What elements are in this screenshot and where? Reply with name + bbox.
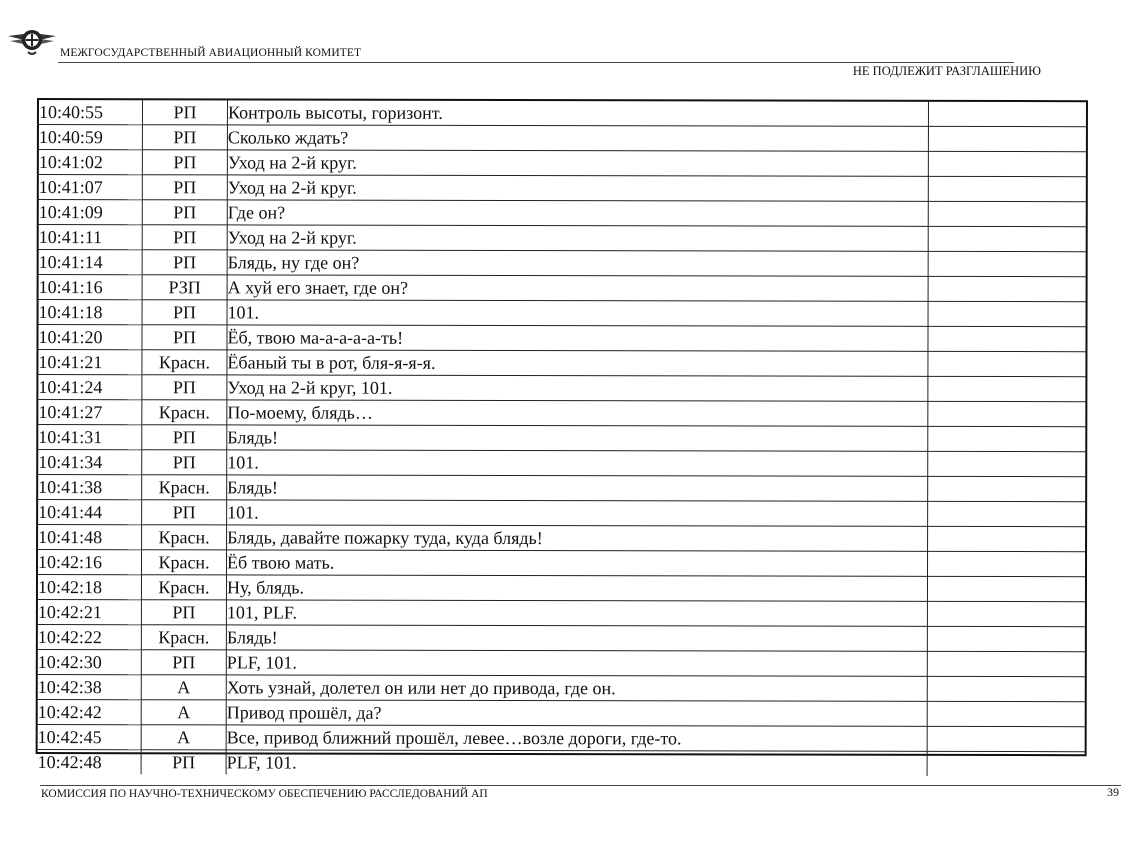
speaker-cell: А xyxy=(141,725,226,750)
page-number: 39 xyxy=(1107,785,1119,799)
time-cell: 10:41:18 xyxy=(39,300,143,325)
transcript-body xyxy=(38,100,1086,776)
note-cell xyxy=(928,426,1086,451)
note-cell xyxy=(928,201,1086,226)
note-cell xyxy=(927,601,1085,626)
utterance-cell: PLF, 101. xyxy=(226,650,927,676)
time-cell: 10:41:02 xyxy=(39,150,143,175)
utterance-cell: Сколько ждать? xyxy=(227,125,928,151)
transcript-table xyxy=(38,100,1086,776)
utterance-cell: Уход на 2-й круг. xyxy=(227,225,928,251)
transcript-table-frame xyxy=(36,98,1088,773)
table-row xyxy=(39,225,1086,252)
utterance-cell: 101, PLF. xyxy=(226,600,927,626)
time-cell: 10:42:38 xyxy=(38,675,142,700)
table-row xyxy=(38,400,1085,427)
note-cell xyxy=(928,276,1086,301)
time-cell: 10:42:48 xyxy=(38,750,142,775)
note-cell xyxy=(928,401,1086,426)
utterance-cell: Блядь! xyxy=(227,425,928,451)
utterance-cell: А хуй его знает, где он? xyxy=(227,275,928,301)
speaker-cell: РП xyxy=(142,450,227,475)
note-cell xyxy=(928,326,1086,351)
utterance-cell: Блядь! xyxy=(226,625,927,651)
note-cell xyxy=(928,526,1086,551)
speaker-cell: РП xyxy=(142,125,227,150)
utterance-cell: Ёб твою мать. xyxy=(227,550,928,576)
utterance-cell: Ёбаный ты в рот, бля-я-я-я. xyxy=(227,350,928,376)
time-cell: 10:42:30 xyxy=(38,650,142,675)
note-cell xyxy=(928,151,1086,176)
table-row xyxy=(38,650,1085,677)
speaker-cell: РП xyxy=(141,750,226,775)
table-row xyxy=(38,700,1085,727)
utterance-cell: 101. xyxy=(227,500,928,526)
table-row xyxy=(38,525,1085,552)
speaker-cell: А xyxy=(141,700,226,725)
time-cell: 10:41:31 xyxy=(38,425,142,450)
utterance-cell: Уход на 2-й круг. xyxy=(227,175,928,201)
time-cell: 10:42:22 xyxy=(38,625,142,650)
speaker-cell: Красн. xyxy=(142,350,227,375)
table-row xyxy=(38,375,1085,402)
utterance-cell: Блядь, ну где он? xyxy=(227,250,928,276)
table-row xyxy=(38,600,1085,627)
table-row xyxy=(39,175,1086,202)
speaker-cell: РП xyxy=(142,325,227,350)
note-cell xyxy=(928,226,1086,251)
time-cell: 10:41:44 xyxy=(38,500,142,525)
utterance-cell: По-моему, блядь… xyxy=(227,400,928,426)
time-cell: 10:42:42 xyxy=(38,700,142,725)
time-cell: 10:40:55 xyxy=(39,100,143,125)
utterance-cell: Ёб, твою ма-а-а-а-а-ть! xyxy=(227,325,928,351)
time-cell: 10:41:09 xyxy=(39,200,143,225)
winged-emblem-icon xyxy=(6,22,58,58)
time-cell: 10:41:07 xyxy=(39,175,143,200)
utterance-cell: Уход на 2-й круг. xyxy=(227,150,928,176)
time-cell: 10:41:16 xyxy=(39,275,143,300)
note-cell xyxy=(928,251,1086,276)
time-cell: 10:42:21 xyxy=(38,600,142,625)
note-cell xyxy=(928,551,1086,576)
note-cell xyxy=(928,376,1086,401)
utterance-cell: Все, привод ближний прошёл, левее…возле дороги, где-то. xyxy=(226,725,927,751)
note-cell xyxy=(927,726,1085,751)
speaker-cell: Красн. xyxy=(142,550,227,575)
table-row xyxy=(38,550,1085,577)
speaker-cell: РП xyxy=(142,150,227,175)
table-row xyxy=(39,200,1086,227)
time-cell: 10:42:16 xyxy=(38,550,142,575)
utterance-cell: Блядь, давайте пожарку туда, куда блядь! xyxy=(227,525,928,551)
speaker-cell: РП xyxy=(142,225,227,250)
table-row xyxy=(38,500,1085,527)
speaker-cell: РП xyxy=(142,375,227,400)
table-row xyxy=(38,750,1085,777)
note-cell xyxy=(928,351,1086,376)
note-cell xyxy=(928,176,1086,201)
table-row xyxy=(39,300,1086,327)
note-cell xyxy=(928,126,1086,151)
note-cell xyxy=(927,676,1085,701)
time-cell: 10:41:24 xyxy=(38,375,142,400)
header-divider xyxy=(58,62,1014,63)
time-cell: 10:41:11 xyxy=(39,225,143,250)
time-cell: 10:42:45 xyxy=(38,725,142,750)
table-row xyxy=(38,325,1085,352)
speaker-cell: РП xyxy=(142,250,227,275)
speaker-cell: Красн. xyxy=(142,525,227,550)
speaker-cell: РП xyxy=(142,425,227,450)
time-cell: 10:41:38 xyxy=(38,475,142,500)
utterance-cell: Уход на 2-й круг, 101. xyxy=(227,375,928,401)
table-row xyxy=(38,475,1085,502)
speaker-cell: РП xyxy=(142,300,227,325)
utterance-cell: 101. xyxy=(227,300,928,326)
speaker-cell: РП xyxy=(142,200,227,225)
classification-label: НЕ ПОДЛЕЖИТ РАЗГЛАШЕНИЮ xyxy=(852,64,1041,78)
footer-divider xyxy=(40,785,1121,786)
utterance-cell: Блядь! xyxy=(227,475,928,501)
time-cell: 10:42:18 xyxy=(38,575,142,600)
speaker-cell: РП xyxy=(142,500,227,525)
note-cell xyxy=(928,476,1086,501)
utterance-cell: Хоть узнай, долетел он или нет до привода, где он. xyxy=(226,675,927,701)
utterance-cell: Где он? xyxy=(227,200,928,226)
table-row xyxy=(39,100,1086,127)
note-cell xyxy=(928,301,1086,326)
organization-name: МЕЖГОСУДАРСТВЕННЫЙ АВИАЦИОННЫЙ КОМИТЕТ xyxy=(60,47,362,59)
commission-name: КОМИССИЯ ПО НАУЧНО-ТЕХНИЧЕСКОМУ ОБЕСПЕЧЕНИЮ РАССЛЕДОВАНИЙ АП xyxy=(41,788,488,800)
note-cell xyxy=(928,501,1086,526)
note-cell xyxy=(928,102,1086,127)
time-cell: 10:41:21 xyxy=(38,350,142,375)
table-row xyxy=(39,250,1086,277)
note-cell xyxy=(927,701,1085,726)
utterance-cell: 101. xyxy=(227,450,928,476)
time-cell: 10:41:20 xyxy=(38,325,142,350)
time-cell: 10:40:59 xyxy=(39,125,143,150)
note-cell xyxy=(928,451,1086,476)
time-cell: 10:41:48 xyxy=(38,525,142,550)
speaker-cell: Красн. xyxy=(142,400,227,425)
note-cell xyxy=(927,626,1085,651)
utterance-cell: Контроль высоты, горизонт. xyxy=(227,100,928,126)
time-cell: 10:41:27 xyxy=(38,400,142,425)
time-cell: 10:41:14 xyxy=(39,250,143,275)
time-cell: 10:41:34 xyxy=(38,450,142,475)
speaker-cell: Красн. xyxy=(141,625,226,650)
speaker-cell: РП xyxy=(142,100,227,125)
speaker-cell: РП xyxy=(141,600,226,625)
table-row xyxy=(39,275,1086,302)
utterance-cell: Привод прошёл, да? xyxy=(226,700,927,726)
speaker-cell: РП xyxy=(142,175,227,200)
note-cell xyxy=(927,751,1085,776)
table-row xyxy=(39,150,1086,177)
speaker-cell: А xyxy=(141,675,226,700)
note-cell xyxy=(927,576,1085,601)
speaker-cell: Красн. xyxy=(141,575,226,600)
utterance-cell: Ну, блядь. xyxy=(226,575,927,601)
table-row xyxy=(38,725,1085,752)
table-row xyxy=(38,675,1085,702)
speaker-cell: РЗП xyxy=(142,275,227,300)
table-row xyxy=(38,450,1085,477)
speaker-cell: Красн. xyxy=(142,475,227,500)
table-row xyxy=(38,425,1085,452)
speaker-cell: РП xyxy=(141,650,226,675)
table-row xyxy=(38,350,1085,377)
table-row xyxy=(38,625,1085,652)
table-row xyxy=(38,575,1085,602)
table-row xyxy=(39,125,1086,152)
utterance-cell: PLF, 101. xyxy=(226,750,927,776)
note-cell xyxy=(927,651,1085,676)
